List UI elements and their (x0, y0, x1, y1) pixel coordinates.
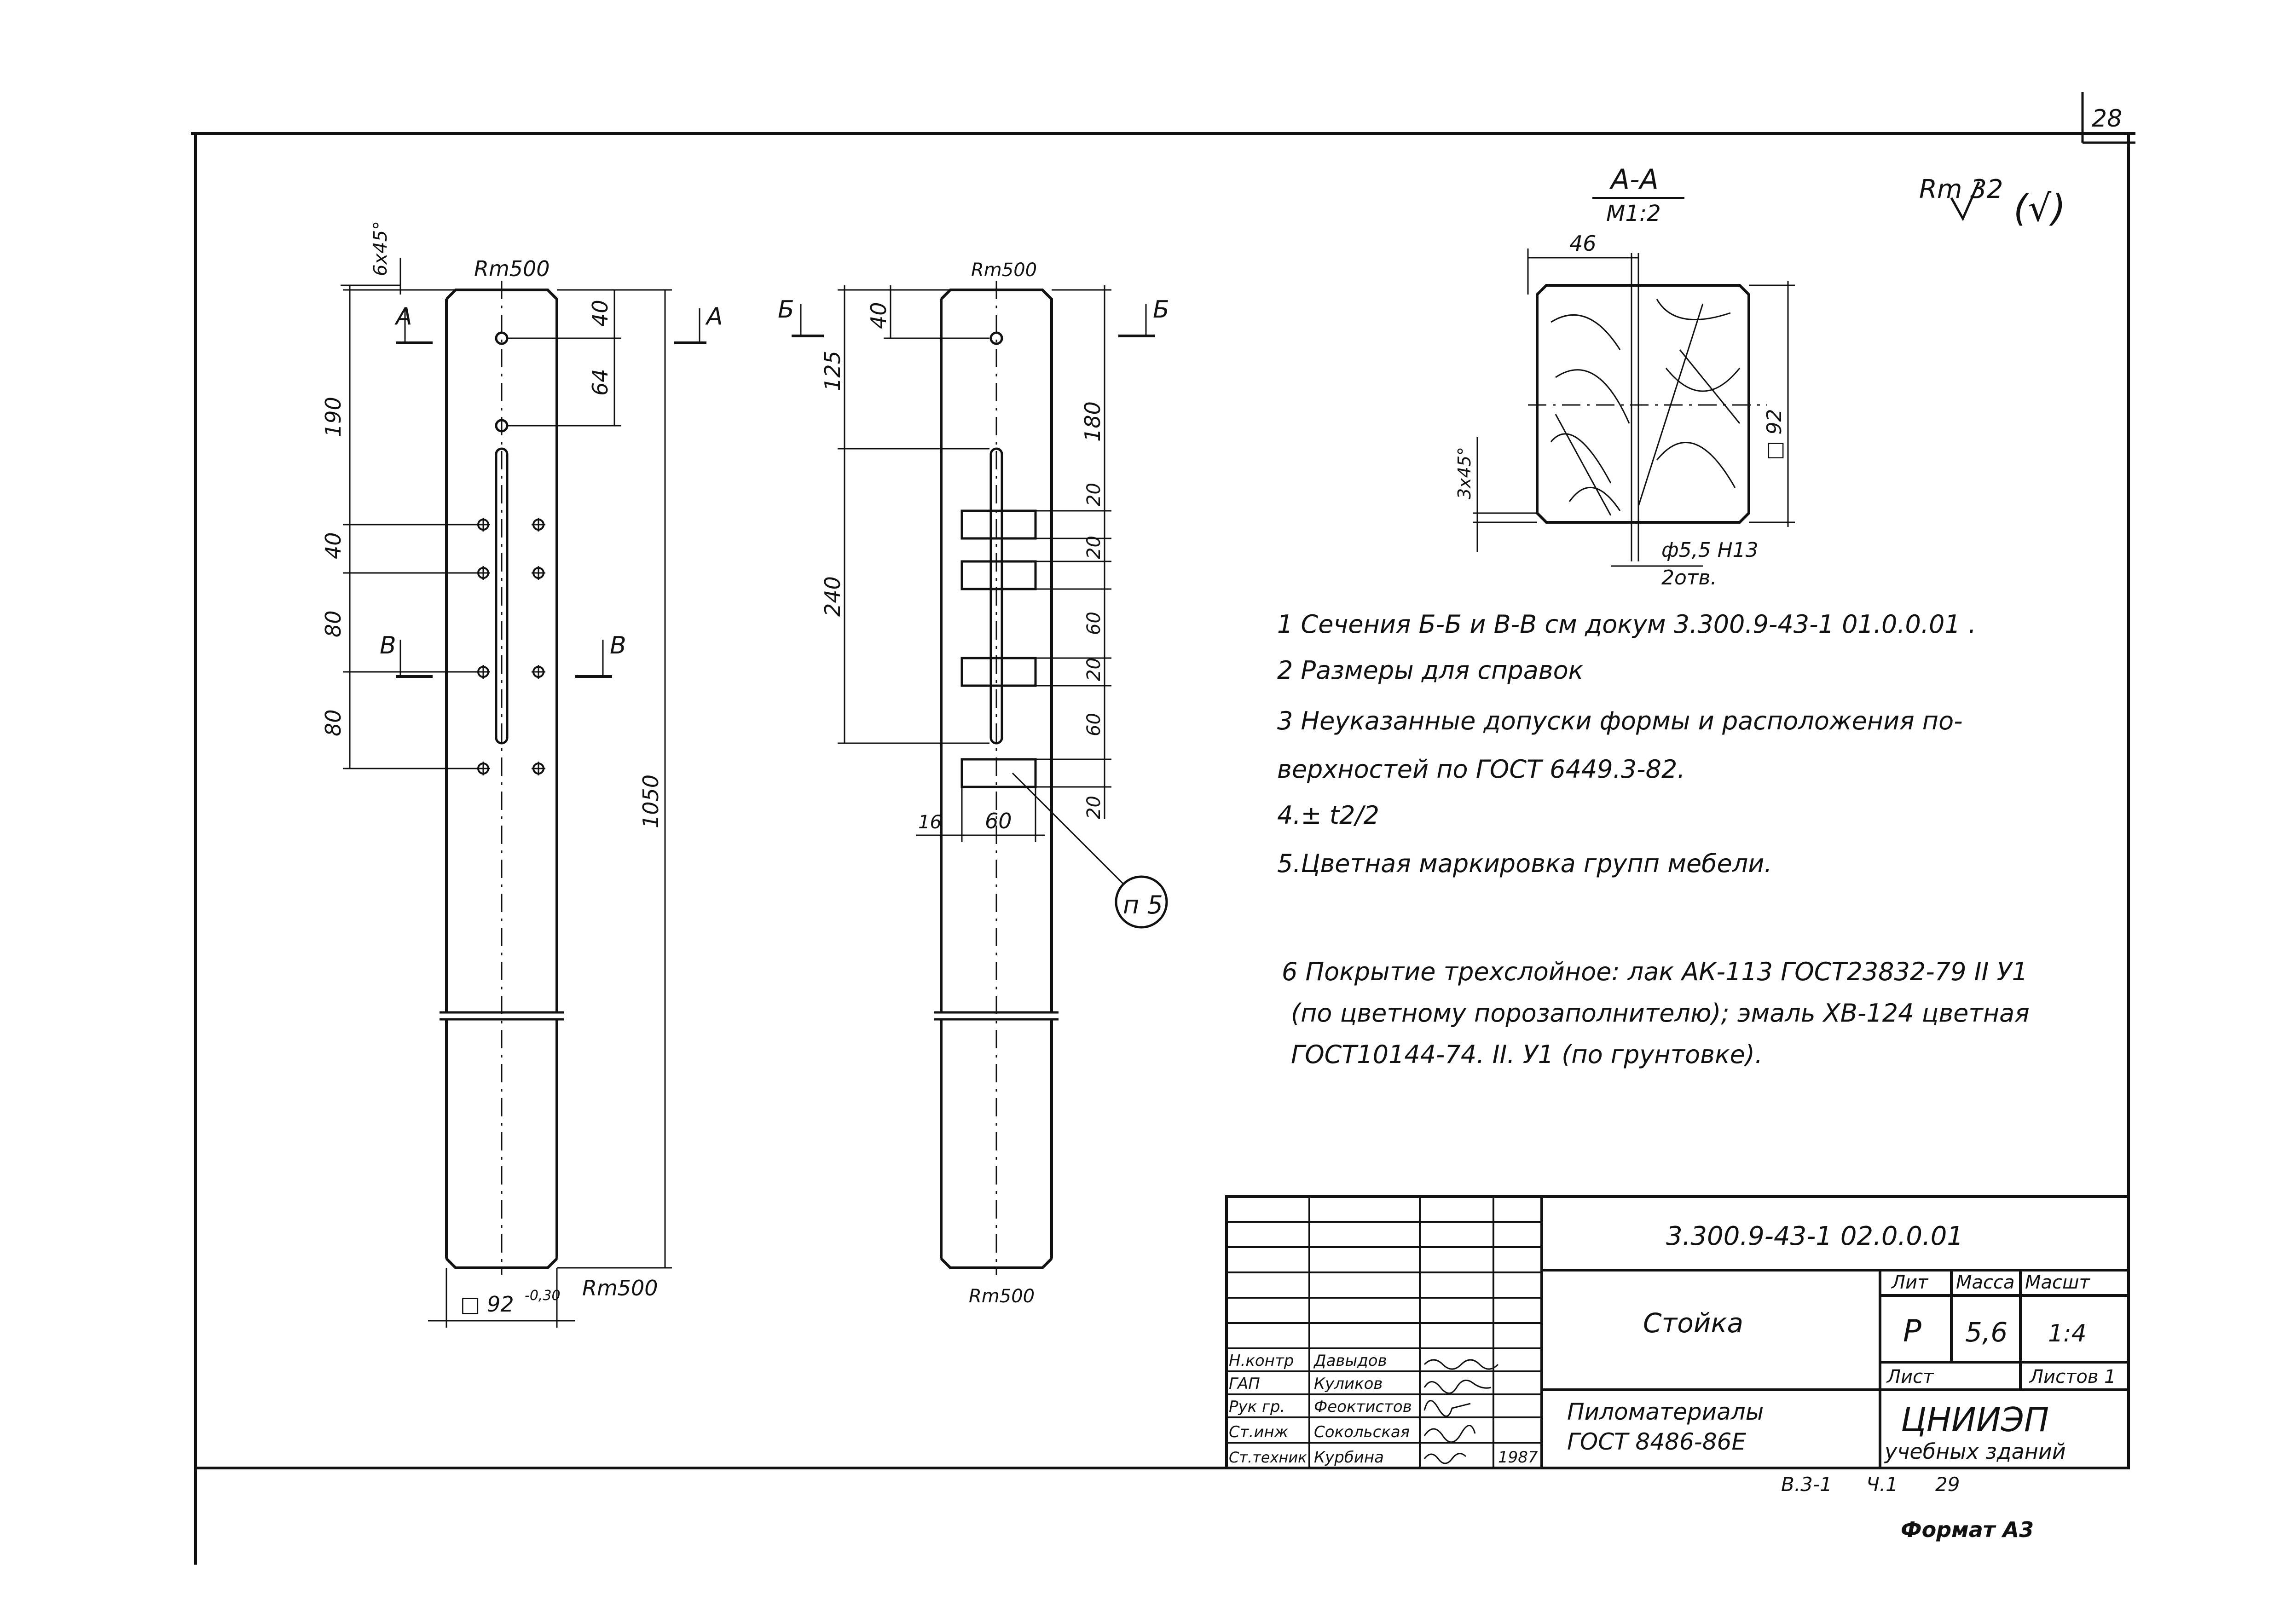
role-1: ГАП (1229, 1375, 1260, 1393)
view2-dim-16: 16 (918, 812, 942, 833)
note-6b: (по цветному порозаполнителю); эмаль ХВ-124 цветная (1291, 999, 2030, 1028)
view1-chamfer: 6x45° (370, 220, 391, 276)
section-aa-dim-92: □ 92 (1763, 409, 1786, 460)
view1-dim-190: 190 (321, 397, 346, 437)
format-label: Формат А3 (1901, 1517, 2034, 1542)
mass-header: Масса (1956, 1272, 2015, 1293)
sheet-label: Лист (1887, 1366, 1934, 1387)
org-line2: учебных зданий (1885, 1439, 2066, 1464)
note-3b: верхностей по ГОСТ 6449.3-82. (1277, 755, 1685, 784)
role-0: Н.контр (1229, 1352, 1294, 1370)
view1-dim-40b: 40 (321, 532, 346, 559)
note-2: 2 Размеры для справок (1277, 656, 1584, 685)
title-block (1226, 1196, 2129, 1468)
roughness-mark: Rm 32 (1919, 174, 2003, 204)
org-line1: ЦНИИЭП (1901, 1400, 2049, 1439)
view-2 (778, 260, 1169, 1307)
view2-dim-60b: 60 (1083, 713, 1105, 736)
view1-dim-64: 64 (588, 369, 613, 396)
view1-dim-80b: 80 (321, 709, 346, 736)
date-4: 1987 (1498, 1448, 1538, 1467)
note-4: 4.± t2/2 (1277, 801, 1380, 830)
lit-value: Р (1903, 1313, 1921, 1349)
view1-section-a-left: А (396, 303, 412, 330)
view1-section-a-right: А (706, 303, 723, 330)
bottom-ref-page: 29 (1935, 1473, 1960, 1496)
name-3: Сокольская (1314, 1423, 1410, 1441)
sheets-label: Листов 1 (2030, 1366, 2116, 1387)
section-aa-title: А-А (1611, 163, 1659, 196)
section-aa-dim-46: 46 (1569, 231, 1597, 256)
view2-dim-20a: 20 (1083, 483, 1105, 506)
bottom-ref-series: В.3-1 (1781, 1473, 1832, 1496)
scale-header: Масшт (2025, 1272, 2090, 1293)
view2-rm-top: Rm500 (971, 260, 1037, 281)
view2-dim-60a: 60 (1083, 612, 1105, 635)
view2-callout: п 5 (1123, 890, 1163, 919)
name-4: Курбина (1314, 1448, 1384, 1467)
roughness-other: (√) (2013, 187, 2066, 230)
section-aa-hole: ф5,5 Н13 (1661, 538, 1759, 562)
view1-dim-1050: 1050 (638, 774, 663, 828)
material-line1: Пиломатериалы (1567, 1399, 1764, 1425)
doc-code: 3.300.9-43-1 02.0.0.01 (1666, 1221, 1964, 1251)
role-3: Ст.инж (1229, 1423, 1289, 1441)
note-1: 1 Сечения Б-Б и В-В см докум 3.300.9-43-1 01.0.0.01 . (1277, 610, 1977, 639)
section-aa-hole-count: 2отв. (1661, 566, 1717, 589)
drawing-frame (191, 133, 2135, 1565)
name-2: Феоктистов (1314, 1398, 1412, 1416)
bottom-ref-part: Ч.1 (1866, 1473, 1898, 1496)
notes (1277, 610, 2030, 1069)
page-number: 28 (2092, 105, 2123, 133)
part-name: Стойка (1643, 1307, 1744, 1339)
mass-value: 5,6 (1965, 1317, 2008, 1348)
lit-header: Лит (1892, 1272, 1928, 1293)
section-aa (1454, 163, 1795, 589)
role-4: Ст.техник (1229, 1449, 1307, 1466)
scale-value: 1:4 (2048, 1320, 2087, 1347)
note-6a: 6 Покрытие трехслойное: лак АК-113 ГОСТ23832-79 II У1 (1282, 957, 2028, 986)
view1-dim-40: 40 (588, 300, 613, 327)
material-line2: ГОСТ 8486-86Е (1567, 1428, 1747, 1455)
view-1 (321, 221, 723, 1328)
view1-rm-bottom: Rm500 (582, 1276, 658, 1300)
name-0: Давыдов (1314, 1352, 1387, 1370)
view1-dim-square: □ 92 (460, 1292, 514, 1317)
view2-rm-bottom: Rm500 (969, 1286, 1035, 1307)
note-5: 5.Цветная маркировка групп мебели. (1277, 849, 1772, 878)
role-2: Рук гр. (1229, 1398, 1285, 1416)
view1-section-v-left: В (380, 632, 396, 659)
view2-dim-20c: 20 (1083, 658, 1105, 681)
view2-section-b-right: Б (1153, 296, 1169, 324)
section-aa-chamfer: 3x45° (1454, 446, 1475, 499)
view2-section-b-left: Б (778, 296, 794, 324)
view2-dim-60c: 60 (985, 809, 1012, 833)
view2-dim-20b: 20 (1083, 536, 1105, 559)
view1-dim-80a: 80 (321, 610, 346, 637)
view2-dim-240: 240 (820, 576, 845, 617)
signatures (1424, 1360, 1498, 1463)
view2-dim-20d: 20 (1083, 796, 1105, 819)
view1-dim-square-tol: -0,30 (525, 1288, 561, 1304)
view2-dim-125: 125 (820, 351, 845, 391)
view1-rm-top: Rm500 (474, 256, 550, 281)
note-3a: 3 Неуказанные допуски формы и расположения по- (1277, 706, 1963, 735)
name-1: Куликов (1314, 1375, 1383, 1393)
view2-dim-180: 180 (1080, 401, 1105, 442)
view2-dim-40: 40 (866, 302, 891, 329)
section-aa-scale: М1:2 (1606, 201, 1661, 226)
view1-section-v-right: В (610, 632, 626, 659)
note-6c: ГОСТ10144-74. II. У1 (по грунтовке). (1291, 1040, 1763, 1069)
